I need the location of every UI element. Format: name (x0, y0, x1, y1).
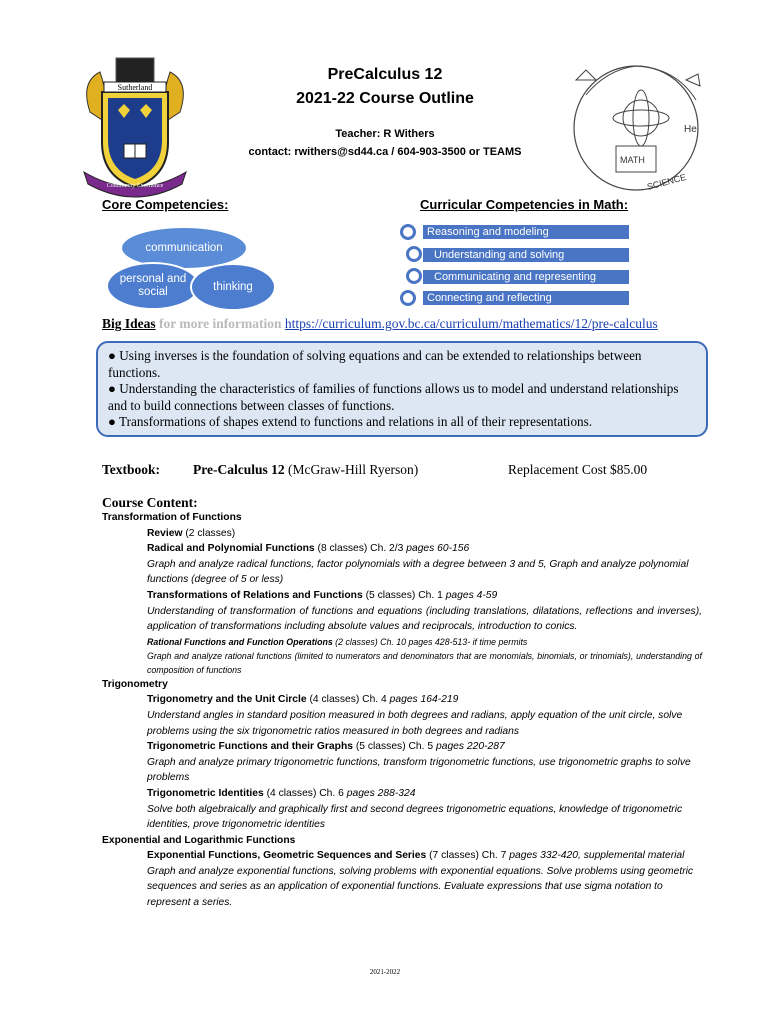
competency-understanding: Understanding and solving (423, 248, 629, 262)
competency-communicating: Communicating and representing (423, 270, 629, 284)
core-competencies-heading: Core Competencies: (102, 197, 229, 212)
footer-year: 2021-2022 (369, 968, 401, 976)
unit-heading: Trigonometry (102, 678, 168, 690)
doodle-he-word: He (684, 124, 697, 135)
competency-reasoning: Reasoning and modeling (423, 225, 629, 239)
course-content-heading: Course Content: (102, 495, 198, 510)
competency-bullet-3 (406, 268, 422, 284)
competency-bullet-1 (400, 224, 416, 240)
doodle-science-word: SCIENCE (645, 171, 688, 192)
big-idea-item: ● Using inverses is the foundation of solving equations and can be extended to relationships between functions. (108, 348, 642, 380)
course-content (102, 510, 702, 911)
topic-description: Graph and analyze rational functions (limited to numerators and denominators that are monomials, binomials, or trinomials), understanding of composition of functions (147, 650, 702, 675)
science-doodle-image (556, 50, 716, 200)
unit-heading: Exponential and Logarithmic Functions (102, 834, 296, 846)
thinking-ellipse (190, 263, 276, 311)
topic-transformations: Transformations of Relations and Functions (5 classes) Ch. 1 pages 4-59 (147, 589, 498, 601)
competency-bullet-4 (400, 290, 416, 306)
topic-description: Solve both algebraically and graphically first and second degrees trigonometric equations, knowledge of trigonometric identities, prove trigonometric identities (147, 803, 683, 831)
crest-banner-text: Sutherland (117, 83, 153, 92)
big-ideas-box (96, 341, 708, 437)
textbook-title-line (193, 462, 418, 478)
personal-social-ellipse (106, 262, 200, 310)
competency-bullet-2 (406, 246, 422, 262)
competency-connecting: Connecting and reflecting (423, 291, 629, 305)
topic-description: Understanding of transformation of functions and equations (including translations, dilatations, reflections and inverses), application of transformations including absolute values and reciprocals, introduction to conics. (147, 605, 702, 633)
replacement-cost: Replacement Cost $85.00 (508, 462, 648, 477)
more-info-text: for more information (159, 316, 282, 331)
teacher-line: Teacher: R Withers (335, 128, 435, 140)
big-idea-item: ● Transformations of shapes extend to functions and relations in all of their representations. (108, 414, 593, 429)
topic-description: Understand angles in standard position measured in both degrees and radians, apply equation of the unit circle, solve problems using the six trigonometric ratios measured in both degrees and radians (147, 709, 683, 737)
topic-radical: Radical and Polynomial Functions (8 classes) Ch. 2/3 pages 60-156 (147, 543, 470, 555)
big-idea-item: ● Understanding the characteristics of families of functions allows us to model and understand relationships and to build connections between classes of functions. (108, 381, 679, 413)
crest-ribbon-text: Community Excellence (106, 183, 164, 189)
course-subtitle: 2021-22 Course Outline (296, 90, 474, 107)
topic-unit-circle: Trigonometry and the Unit Circle (4 classes) Ch. 4 pages 164-219 (147, 694, 459, 706)
thinking-label: thinking (213, 280, 253, 293)
textbook-title: Pre-Calculus 12 (193, 462, 285, 477)
communication-label: communication (145, 241, 223, 254)
textbook-publisher: (McGraw-Hill Ryerson) (288, 462, 419, 477)
unit-heading: Transformation of Functions (102, 512, 242, 523)
topic-exponential: Exponential Functions, Geometric Sequences and Series (7 classes) Ch. 7 pages 332-420, supplemental material (147, 850, 685, 862)
big-ideas-label: Big Ideas (102, 316, 156, 331)
topic-description: Graph and analyze primary trigonometric functions, transform trigonometric functions, use trigonometric graphs to solve problems (147, 756, 691, 784)
topic-description: Graph and analyze radical functions, factor polynomials with a degree between 3 and 5, Graph and analyze polynomial functions (degree of 5 or less) (147, 558, 689, 586)
contact-line: contact: rwithers@sd44.ca / 604-903-3500 or TEAMS (248, 146, 522, 158)
school-crest-logo (70, 52, 200, 200)
personal-social-label: personal and social (119, 273, 187, 298)
topic-description: Graph and analyze exponential functions, solving problems with exponential equations. Solve problems using geometric sequences and series as an application of exponential functions. Evaluate expressions that use sigma notation to represent a series. (147, 865, 694, 909)
doodle-math-word: MATH (620, 155, 645, 165)
course-title: PreCalculus 12 (327, 66, 443, 83)
textbook-label: Textbook: (102, 462, 161, 477)
topic-rational: Rational Functions and Function Operations (2 classes) Ch. 10 pages 428-513- if time permits (147, 636, 528, 647)
topic-trig-graphs: Trigonometric Functions and their Graphs (5 classes) Ch. 5 pages 220-287 (147, 741, 505, 753)
big-ideas-line (102, 316, 658, 332)
curriculum-link[interactable]: https://curriculum.gov.bc.ca/curriculum/mathematics/12/pre-calculus (284, 316, 658, 331)
topic-review: Review (2 classes) (147, 527, 236, 539)
curricular-competencies-heading: Curricular Competencies in Math: (420, 197, 629, 212)
topic-trig-identities: Trigonometric Identities (4 classes) Ch. 6 pages 288-324 (147, 787, 416, 799)
